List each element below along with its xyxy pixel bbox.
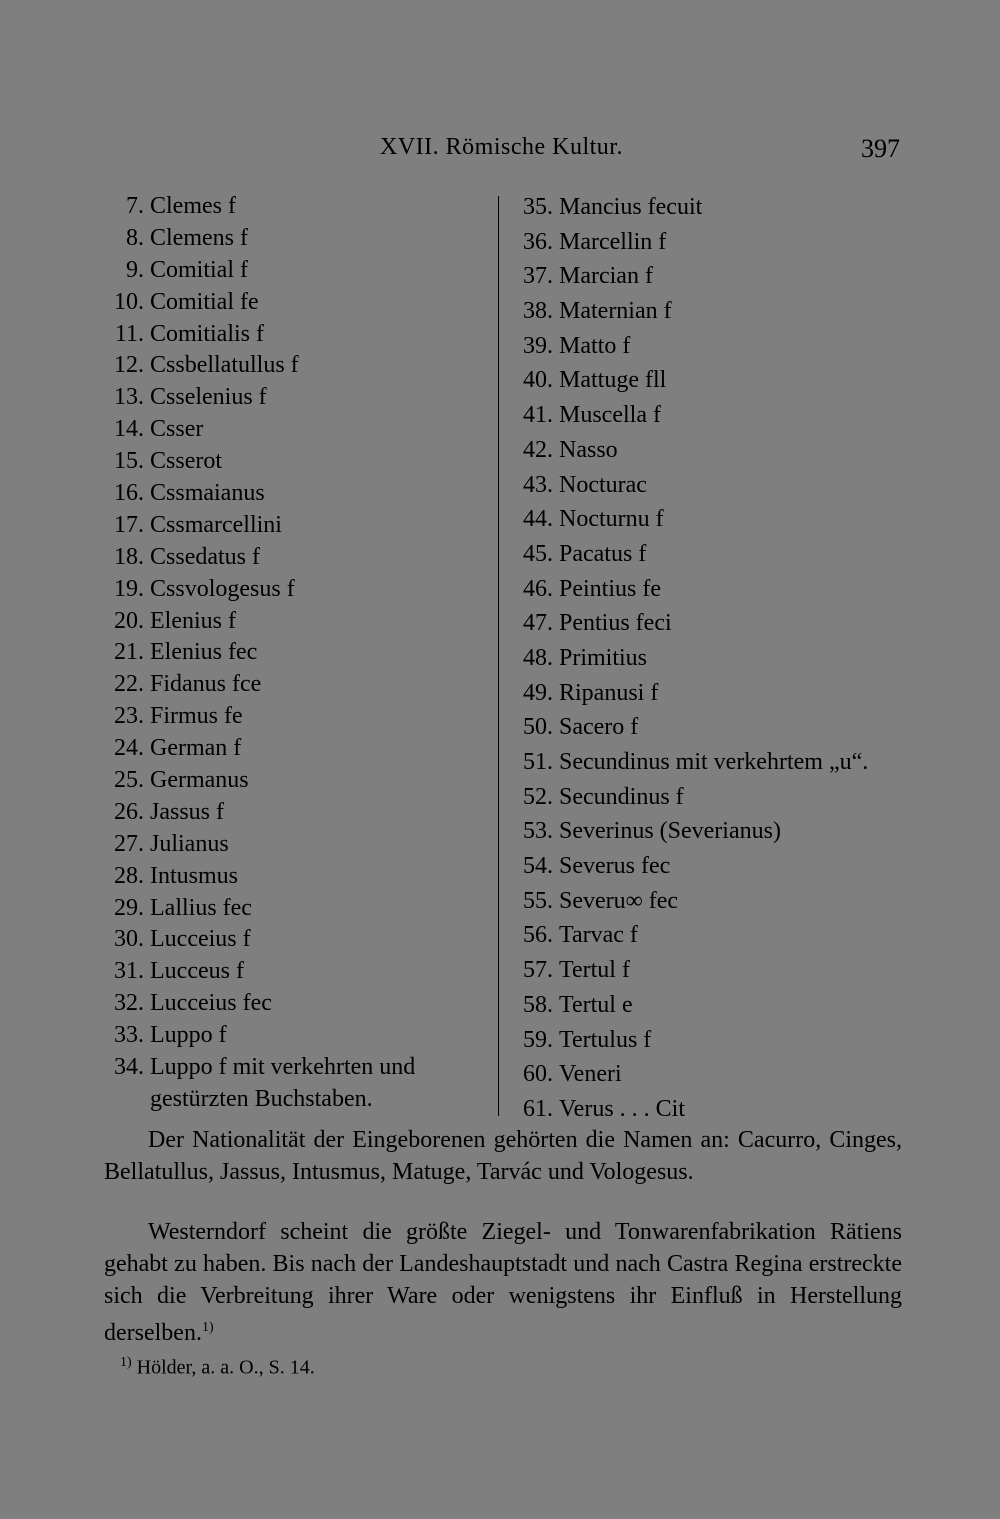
item-continuation: gestürzten Buchstaben. bbox=[150, 1085, 373, 1112]
item-number: 29. bbox=[114, 894, 144, 921]
item-number: 55. bbox=[523, 887, 553, 914]
list-item bbox=[513, 1023, 933, 1058]
list-item bbox=[100, 191, 495, 223]
item-number: 26. bbox=[114, 798, 144, 825]
list-item bbox=[513, 676, 933, 711]
item-text: Pacatus f bbox=[559, 540, 647, 567]
item-text: Elenius fec bbox=[150, 639, 258, 666]
list-item bbox=[100, 988, 495, 1020]
item-text: Clemes f bbox=[150, 193, 236, 219]
item-text: Tertul f bbox=[559, 957, 630, 984]
item-text: Severinus (Severianus) bbox=[559, 818, 781, 845]
list-item bbox=[513, 398, 933, 433]
list-item bbox=[513, 433, 933, 468]
item-number: 35. bbox=[523, 194, 553, 220]
list-item bbox=[513, 988, 933, 1023]
item-number: 50. bbox=[523, 714, 553, 741]
list-item bbox=[100, 924, 495, 956]
list-item bbox=[100, 542, 495, 574]
item-number: 56. bbox=[523, 922, 553, 949]
list-item bbox=[513, 259, 933, 294]
item-text: Luppo f mit verkehrten und bbox=[150, 1054, 416, 1081]
item-number: 42. bbox=[523, 436, 553, 463]
item-number: 14. bbox=[114, 416, 144, 443]
item-number: 31. bbox=[114, 958, 144, 985]
item-text: Cssbellatullus f bbox=[150, 352, 299, 379]
list-item bbox=[100, 1052, 495, 1084]
item-text: Comitial fe bbox=[150, 288, 259, 315]
item-number: 19. bbox=[114, 575, 144, 602]
page-number: 397 bbox=[861, 134, 900, 163]
item-text: Julianus bbox=[150, 830, 229, 857]
item-text: Lucceus f bbox=[150, 958, 244, 985]
item-text: Csser bbox=[150, 416, 204, 443]
item-number: 17. bbox=[114, 511, 144, 538]
footnote-marker: 1) bbox=[120, 1355, 132, 1370]
item-text: Nocturnu f bbox=[559, 506, 664, 533]
item-number: 47. bbox=[523, 610, 553, 637]
item-text: Jassus f bbox=[150, 798, 225, 825]
item-number: 28. bbox=[114, 862, 144, 889]
item-text: Muscella f bbox=[559, 402, 661, 429]
list-item bbox=[100, 733, 495, 765]
item-text: Verus . . . Cit bbox=[559, 1095, 685, 1122]
list-item bbox=[100, 574, 495, 606]
item-text: Ripanusi f bbox=[559, 679, 659, 706]
list-item bbox=[513, 745, 933, 780]
list-item bbox=[513, 294, 933, 329]
item-text: Severu∞ fec bbox=[559, 887, 679, 914]
item-text: Peintius fe bbox=[559, 575, 661, 602]
list-item bbox=[100, 382, 495, 414]
list-item bbox=[100, 797, 495, 829]
list-item bbox=[513, 502, 933, 537]
item-number: 33. bbox=[114, 1022, 144, 1049]
list-item bbox=[513, 641, 933, 676]
list-item bbox=[100, 829, 495, 861]
item-text: Secundinus mit verkehrtem „u“. bbox=[559, 749, 869, 775]
list-item bbox=[513, 606, 933, 641]
item-number: 25. bbox=[114, 767, 144, 794]
list-item bbox=[513, 780, 933, 815]
footnote bbox=[120, 1355, 315, 1380]
item-text: Tertulus f bbox=[559, 1026, 652, 1053]
list-item bbox=[100, 637, 495, 669]
item-number: 41. bbox=[523, 402, 553, 429]
item-text: Pentius feci bbox=[559, 610, 672, 637]
item-number: 46. bbox=[523, 575, 553, 602]
item-number: 12. bbox=[114, 352, 144, 379]
item-number: 34. bbox=[114, 1054, 144, 1081]
item-text: Marcellin f bbox=[559, 228, 667, 255]
list-item bbox=[100, 861, 495, 893]
item-number: 10. bbox=[114, 288, 144, 315]
item-text: Elenius f bbox=[150, 607, 236, 634]
item-text: Luppo f bbox=[150, 1022, 227, 1049]
item-number: 51. bbox=[523, 749, 553, 775]
paragraph-text: Der Nationalität der Eingeborenen gehörten die Namen an: Cacurro, Cinges, Bellatullus, Jassus, Intusmus, Matuge, Tarvác und Vologesus. bbox=[104, 1127, 902, 1185]
item-text: Mattuge fll bbox=[559, 367, 667, 394]
item-number: 44. bbox=[523, 506, 553, 533]
item-text: Maternian f bbox=[559, 298, 672, 325]
list-item bbox=[100, 350, 495, 382]
item-number: 49. bbox=[523, 679, 553, 706]
item-number: 9. bbox=[126, 256, 144, 283]
item-text: Fidanus fce bbox=[150, 671, 262, 698]
item-number: 11. bbox=[114, 320, 144, 347]
item-text: Firmus fe bbox=[150, 703, 243, 730]
item-number: 18. bbox=[114, 543, 144, 570]
list-item bbox=[100, 446, 495, 478]
item-number: 43. bbox=[523, 471, 553, 498]
list-item bbox=[513, 190, 933, 225]
item-text: Tertul e bbox=[559, 991, 633, 1018]
list-item bbox=[513, 363, 933, 398]
item-text: Lallius fec bbox=[150, 894, 252, 921]
item-text: Cssedatus f bbox=[150, 543, 260, 570]
list-item bbox=[100, 669, 495, 701]
list-item bbox=[513, 710, 933, 745]
item-number: 37. bbox=[523, 263, 553, 290]
item-text: Nasso bbox=[559, 436, 618, 463]
list-item bbox=[100, 223, 495, 255]
list-item bbox=[513, 1092, 933, 1127]
list-item bbox=[100, 606, 495, 638]
item-text: Veneri bbox=[559, 1061, 622, 1088]
left-name-list bbox=[100, 191, 495, 1116]
item-number: 24. bbox=[114, 735, 144, 762]
item-text: Tarvac f bbox=[559, 922, 638, 949]
item-number: 7. bbox=[126, 193, 144, 219]
item-number: 60. bbox=[523, 1061, 553, 1088]
paragraph-westerndorf bbox=[104, 1216, 902, 1349]
item-text: Lucceius f bbox=[150, 926, 251, 953]
item-number: 45. bbox=[523, 540, 553, 567]
item-number: 39. bbox=[523, 332, 553, 359]
item-text: Cssvologesus f bbox=[150, 575, 295, 602]
item-text: German f bbox=[150, 735, 242, 762]
item-number: 52. bbox=[523, 783, 553, 810]
list-item bbox=[100, 255, 495, 287]
item-number: 38. bbox=[523, 298, 553, 325]
item-text: Intusmus bbox=[150, 862, 239, 889]
item-number: 36. bbox=[523, 228, 553, 255]
list-item bbox=[513, 918, 933, 953]
item-number: 23. bbox=[114, 703, 144, 730]
item-text: Csselenius f bbox=[150, 384, 267, 411]
list-item bbox=[513, 884, 933, 919]
list-item bbox=[100, 956, 495, 988]
item-text: Nocturac bbox=[559, 471, 647, 498]
page-header bbox=[0, 134, 1000, 174]
item-text: Primitius bbox=[559, 644, 648, 671]
list-item bbox=[100, 1020, 495, 1052]
item-number: 16. bbox=[114, 480, 144, 507]
list-item bbox=[100, 701, 495, 733]
item-text: Comitial f bbox=[150, 256, 248, 283]
paragraph-nationality bbox=[104, 1124, 902, 1188]
item-number: 15. bbox=[114, 448, 144, 475]
item-number: 59. bbox=[523, 1026, 553, 1053]
item-text: Clemens f bbox=[150, 224, 248, 251]
paragraph-text: Westerndorf scheint die größte Ziegel- und Tonwarenfabrikation Rätiens gehabt zu haben. Bis nach der Landeshauptstadt und nach Castra Regina erstreckte sich die Verbreitung ihrer Ware oder wenigstens ihr Einfluß in Herstellung derselben. bbox=[104, 1219, 902, 1346]
item-number: 27. bbox=[114, 830, 144, 857]
column-divider bbox=[498, 196, 499, 1116]
item-number: 8. bbox=[126, 224, 144, 251]
item-text: Lucceius fec bbox=[150, 990, 272, 1017]
list-item bbox=[100, 510, 495, 542]
item-text: Marcian f bbox=[559, 263, 653, 290]
list-item bbox=[513, 537, 933, 572]
item-text: Comitialis f bbox=[150, 320, 264, 347]
list-item bbox=[513, 1057, 933, 1092]
item-number: 13. bbox=[114, 384, 144, 411]
item-number: 54. bbox=[523, 853, 553, 880]
footnote-reference: 1) bbox=[201, 1320, 214, 1335]
item-number: 53. bbox=[523, 818, 553, 845]
item-number: 20. bbox=[114, 607, 144, 634]
item-number: 40. bbox=[523, 367, 553, 394]
list-item bbox=[513, 849, 933, 884]
item-text: Csserot bbox=[150, 448, 222, 475]
list-item bbox=[513, 814, 933, 849]
item-text: Severus fec bbox=[559, 853, 671, 880]
item-text: Matto f bbox=[559, 332, 631, 359]
item-text: Germanus bbox=[150, 767, 249, 794]
list-item bbox=[513, 953, 933, 988]
item-text: Secundinus f bbox=[559, 783, 684, 810]
item-number: 21. bbox=[114, 639, 144, 666]
item-number: 57. bbox=[523, 957, 553, 984]
item-number: 30. bbox=[114, 926, 144, 953]
item-number: 48. bbox=[523, 644, 553, 671]
list-item bbox=[100, 414, 495, 446]
list-item bbox=[513, 329, 933, 364]
list-item bbox=[100, 287, 495, 319]
item-text: Mancius fecuit bbox=[559, 194, 703, 220]
item-text: Cssmarcellini bbox=[150, 511, 282, 538]
list-item bbox=[100, 765, 495, 797]
list-item bbox=[513, 468, 933, 503]
list-item bbox=[100, 893, 495, 925]
item-number: 58. bbox=[523, 991, 553, 1018]
list-item bbox=[100, 319, 495, 351]
item-number: 22. bbox=[114, 671, 144, 698]
list-item bbox=[513, 572, 933, 607]
item-text: Sacero f bbox=[559, 714, 639, 741]
footnote-text: Hölder, a. a. O., S. 14. bbox=[136, 1356, 315, 1379]
item-number: 61. bbox=[523, 1095, 553, 1122]
item-number: 32. bbox=[114, 990, 144, 1017]
right-name-list bbox=[513, 190, 933, 1127]
running-title: XVII. Römische Kultur. bbox=[380, 134, 623, 160]
item-text: Cssmaianus bbox=[150, 480, 265, 507]
list-item bbox=[513, 225, 933, 260]
list-item bbox=[100, 478, 495, 510]
